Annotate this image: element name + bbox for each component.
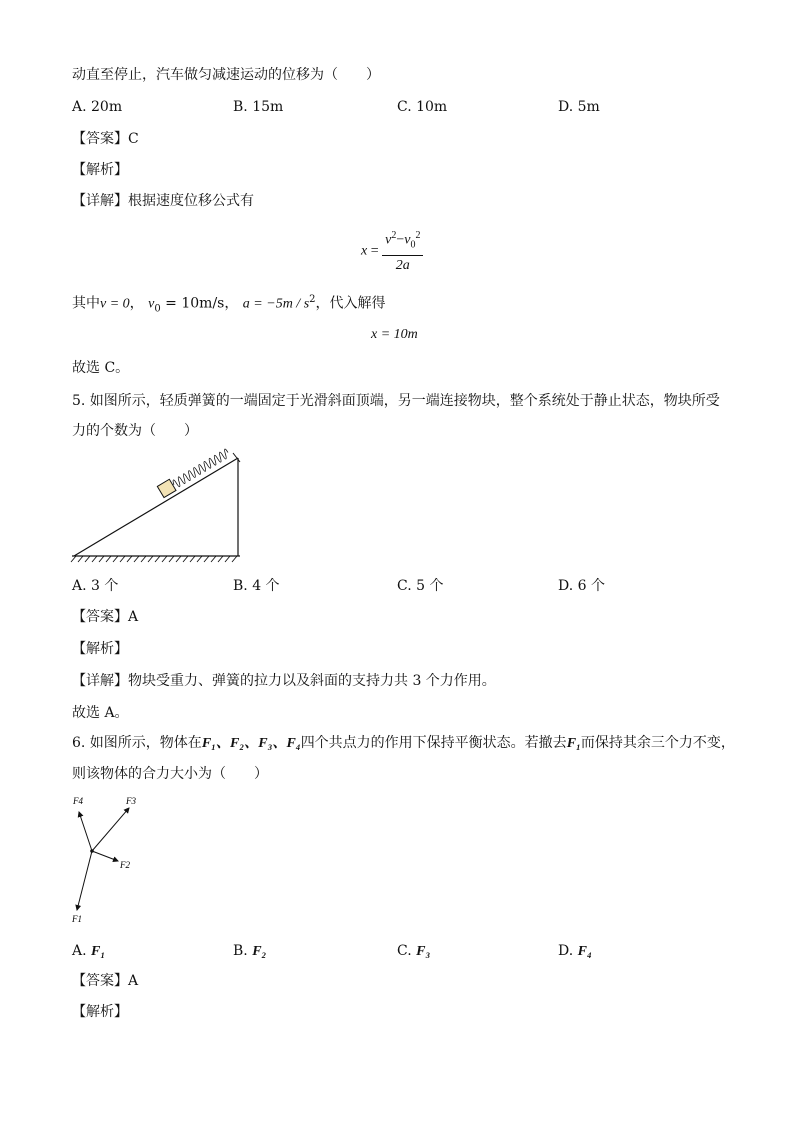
given-v0-value: = 10m/s bbox=[160, 295, 225, 312]
given-prefix: 其中 bbox=[72, 295, 100, 312]
q6-stem-part-a: 6. 如图所示，物体在 bbox=[72, 735, 202, 751]
force-f2-arrow bbox=[92, 851, 118, 861]
ground-hatching bbox=[71, 556, 237, 562]
q5-detail: 【详解】物块受重力、弹簧的拉力以及斜面的支持力共 3 个力作用。 bbox=[72, 673, 496, 689]
q6-stem-f1: F₁ bbox=[566, 736, 581, 751]
formula-fraction bbox=[382, 226, 423, 276]
q4-result: x = 10m bbox=[371, 327, 418, 342]
q6-answer: 【答案】A bbox=[72, 973, 139, 989]
q5-stem-line2: 力的个数为（ ） bbox=[72, 423, 198, 439]
q6-option-a bbox=[72, 941, 105, 962]
q6-option-d bbox=[558, 941, 592, 962]
given-v0-sub: 0 bbox=[154, 303, 161, 315]
q6-stem-part-c: 而保持其余三个力不变， bbox=[580, 735, 735, 751]
q6-option-b bbox=[233, 941, 266, 962]
force-diagram bbox=[66, 792, 156, 927]
q4-analysis-label: 【解析】 bbox=[72, 162, 128, 178]
numerator-v-exp: 2 bbox=[391, 230, 397, 241]
numerator-v0-sub: 0 bbox=[410, 239, 416, 251]
q6-option-a-prefix: A. bbox=[72, 943, 92, 959]
q6-stem-forces: F₁、F₂、F₃、F₄ bbox=[201, 736, 301, 751]
given-a: a = −5m / s bbox=[242, 296, 310, 312]
label-f3: F3 bbox=[126, 796, 136, 806]
label-f1: F1 bbox=[72, 914, 82, 924]
spring bbox=[172, 449, 231, 489]
label-f4: F4 bbox=[73, 796, 83, 806]
q5-option-d: D. 6 个 bbox=[558, 578, 605, 594]
q4-conclusion: 故选 C。 bbox=[72, 360, 130, 376]
q4-option-c: C. 10m bbox=[397, 99, 448, 115]
given-v0: v bbox=[148, 296, 155, 312]
q5-analysis-label: 【解析】 bbox=[72, 641, 128, 657]
q5-conclusion: 故选 A。 bbox=[72, 705, 129, 721]
formula-equals: = bbox=[370, 243, 379, 259]
q4-option-d: D. 5m bbox=[558, 99, 600, 115]
q6-option-d-force: F₄ bbox=[577, 944, 592, 959]
numerator-minus: − bbox=[396, 232, 405, 248]
formula-lhs: x bbox=[361, 243, 368, 259]
q6-option-b-prefix: B. bbox=[233, 943, 253, 959]
q6-stem-line1 bbox=[72, 733, 735, 754]
force-f3-arrow bbox=[92, 808, 129, 851]
q5-answer: 【答案】A bbox=[72, 609, 139, 625]
q5-option-b: B. 4 个 bbox=[233, 578, 280, 594]
q6-stem-line2: 则该物体的合力大小为（ ） bbox=[72, 766, 268, 782]
given-a-exp: 2 bbox=[309, 294, 316, 305]
q6-option-a-force: F₁ bbox=[91, 944, 106, 959]
given-suffix: ，代入解得 bbox=[315, 295, 386, 312]
numerator-v: v bbox=[385, 232, 392, 248]
incline-surface bbox=[74, 458, 238, 556]
numerator-v0-exp: 2 bbox=[415, 230, 421, 241]
label-f2: F2 bbox=[120, 860, 130, 870]
q4-given: 其中v = 0， $v_0 = 10m/s$， $a = -5m / s^2$，代入解得 bbox=[72, 294, 386, 315]
q6-analysis-label: 【解析】 bbox=[72, 1004, 128, 1020]
force-f1-arrow bbox=[77, 851, 92, 910]
q6-option-b-force: F₂ bbox=[252, 944, 267, 959]
given-v: v = 0 bbox=[100, 296, 130, 312]
formula-numerator bbox=[382, 226, 423, 256]
q6-option-c bbox=[397, 941, 430, 962]
q6-option-c-force: F₃ bbox=[416, 944, 431, 959]
q6-option-d-prefix: D. bbox=[558, 943, 578, 959]
numerator-v0: v bbox=[404, 232, 411, 248]
q5-option-a: A. 3 个 bbox=[72, 578, 119, 594]
q4-answer: 【答案】C bbox=[72, 131, 139, 147]
q4-formula bbox=[361, 226, 423, 276]
q5-option-c: C. 5 个 bbox=[397, 578, 444, 594]
q6-option-c-prefix: C. bbox=[397, 943, 417, 959]
q6-stem-part-b: 四个共点力的作用下保持平衡状态。若撤去 bbox=[300, 735, 567, 751]
q5-stem-line1: 5. 如图所示，轻质弹簧的一端固定于光滑斜面顶端，另一端连接物块，整个系统处于静止状态，物块所受 bbox=[72, 393, 720, 409]
force-f4-arrow bbox=[79, 812, 92, 851]
q4-option-a: A. 20m bbox=[72, 99, 123, 115]
q4-detail: 【详解】根据速度位移公式有 bbox=[72, 193, 254, 209]
formula-denominator: 2a bbox=[395, 258, 410, 274]
q4-stem-tail: 动直至停止，汽车做匀减速运动的位移为（ ） bbox=[72, 67, 380, 83]
q4-option-b: B. 15m bbox=[233, 99, 284, 115]
incline-spring-figure bbox=[70, 448, 250, 566]
